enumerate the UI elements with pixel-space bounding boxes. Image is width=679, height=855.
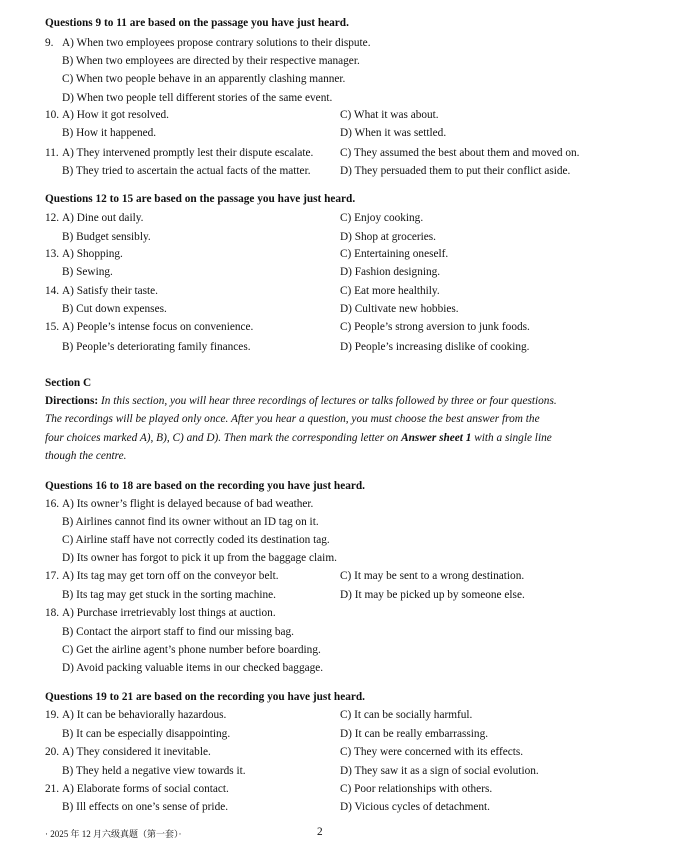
option-13a: A) Shopping. <box>62 248 123 260</box>
option-15b: B) People’s deteriorating family finances. <box>62 341 251 353</box>
question-number: 13. <box>45 248 60 260</box>
option-14b: B) Cut down expenses. <box>62 303 167 315</box>
directions-label: Directions: <box>45 395 99 407</box>
option-9d: D) When two people tell different stories of the same event. <box>62 92 333 104</box>
option-20c: C) They were concerned with its effects. <box>340 746 524 758</box>
question-number: 11. <box>45 147 59 159</box>
option-14d: D) Cultivate new hobbies. <box>340 303 459 315</box>
section-heading-19-21: Questions 19 to 21 are based on the recording you have just heard. <box>45 691 365 703</box>
footer-label: · 2025 年 12 月六级真题（第一套）· <box>45 829 182 839</box>
section-heading-16-18: Questions 16 to 18 are based on the recording you have just heard. <box>45 480 365 492</box>
option-12c: C) Enjoy cooking. <box>340 212 424 224</box>
question-number: 17. <box>45 570 60 582</box>
section-title: Section C <box>45 377 92 389</box>
option-17d: D) It may be picked up by someone else. <box>340 589 525 601</box>
option-20b: B) They held a negative view towards it. <box>62 765 246 777</box>
directions-text-3b: with a single line <box>471 432 552 444</box>
option-9c: C) When two people behave in an apparently clashing manner. <box>62 73 346 85</box>
option-14a: A) Satisfy their taste. <box>62 285 159 297</box>
option-12b: B) Budget sensibly. <box>62 231 151 243</box>
option-11d: D) They persuaded them to put their conflict aside. <box>340 165 571 177</box>
option-21a: A) Elaborate forms of social contact. <box>62 783 229 795</box>
option-10a: A) How it got resolved. <box>62 109 169 121</box>
option-16b: B) Airlines cannot find its owner without an ID tag on it. <box>62 516 319 528</box>
option-18c: C) Get the airline agent’s phone number before boarding. <box>62 644 321 656</box>
option-15d: D) People’s increasing dislike of cooking. <box>340 341 530 353</box>
option-12a: A) Dine out daily. <box>62 212 144 224</box>
directions-line-1 <box>45 394 557 408</box>
option-10d: D) When it was settled. <box>340 127 447 139</box>
directions-line-3 <box>45 431 552 445</box>
option-19c: C) It can be socially harmful. <box>340 709 473 721</box>
option-11c: C) They assumed the best about them and moved on. <box>340 147 580 159</box>
directions-text-1: In this section, you will hear three recordings of lectures or talks followed by three or four questions. <box>100 395 557 407</box>
option-10c: C) What it was about. <box>340 109 439 121</box>
directions-line-2: The recordings will be played only once. After you hear a question, you must choose the best answer from the <box>45 413 540 425</box>
option-17c: C) It may be sent to a wrong destination. <box>340 570 525 582</box>
question-number: 20. <box>45 746 60 758</box>
option-19d: D) It can be really embarrassing. <box>340 728 489 740</box>
section-heading-12-15: Questions 12 to 15 are based on the passage you have just heard. <box>45 193 356 205</box>
option-20a: A) They considered it inevitable. <box>62 746 211 758</box>
option-18b: B) Contact the airport staff to find our missing bag. <box>62 626 294 638</box>
option-21b: B) Ill effects on one’s sense of pride. <box>62 801 229 813</box>
question-number: 18. <box>45 607 60 619</box>
question-number: 15. <box>45 321 60 333</box>
question-number: 14. <box>45 285 60 297</box>
option-12d: D) Shop at groceries. <box>340 231 436 243</box>
question-number: 9. <box>45 37 54 49</box>
question-number: 21. <box>45 783 60 795</box>
option-21d: D) Vicious cycles of detachment. <box>340 801 491 813</box>
option-13c: C) Entertaining oneself. <box>340 248 449 260</box>
question-number: 19. <box>45 709 60 721</box>
option-21c: C) Poor relationships with others. <box>340 783 493 795</box>
option-16d: D) Its owner has forgot to pick it up from the baggage claim. <box>62 552 337 564</box>
directions-text-3a: four choices marked A), B), C) and D). Then mark the corresponding letter on <box>45 432 402 444</box>
option-10b: B) How it happened. <box>62 127 157 139</box>
option-17a: A) Its tag may get torn off on the conveyor belt. <box>62 570 279 582</box>
option-13b: B) Sewing. <box>62 266 113 278</box>
option-18d: D) Avoid packing valuable items in our checked baggage. <box>62 662 324 674</box>
option-14c: C) Eat more healthily. <box>340 285 440 297</box>
option-15a: A) People’s intense focus on convenience. <box>62 321 254 333</box>
option-15c: C) People’s strong aversion to junk foods. <box>340 321 530 333</box>
option-17b: B) Its tag may get stuck in the sorting machine. <box>62 589 276 601</box>
option-11b: B) They tried to ascertain the actual facts of the matter. <box>62 165 311 177</box>
question-number: 12. <box>45 212 60 224</box>
option-13d: D) Fashion designing. <box>340 266 441 278</box>
answer-sheet-label: Answer sheet 1 <box>401 432 472 444</box>
option-19b: B) It can be especially disappointing. <box>62 728 231 740</box>
option-18a: A) Purchase irretrievably lost things at auction. <box>62 607 276 619</box>
directions-line-4: though the centre. <box>45 450 127 462</box>
option-19a: A) It can be behaviorally hazardous. <box>62 709 227 721</box>
option-16a: A) Its owner’s flight is delayed because of bad weather. <box>62 498 314 510</box>
question-number: 16. <box>45 498 60 510</box>
section-heading-9-11: Questions 9 to 11 are based on the passage you have just heard. <box>45 17 349 29</box>
question-number: 10. <box>45 109 60 121</box>
page-number: 2 <box>317 826 323 838</box>
option-9b: B) When two employees are directed by their respective manager. <box>62 55 360 67</box>
option-9a: A) When two employees propose contrary solutions to their dispute. <box>62 37 371 49</box>
option-20d: D) They saw it as a sign of social evolution. <box>340 765 539 777</box>
option-16c: C) Airline staff have not correctly coded its destination tag. <box>62 534 330 546</box>
option-11a: A) They intervened promptly lest their dispute escalate. <box>62 147 314 159</box>
